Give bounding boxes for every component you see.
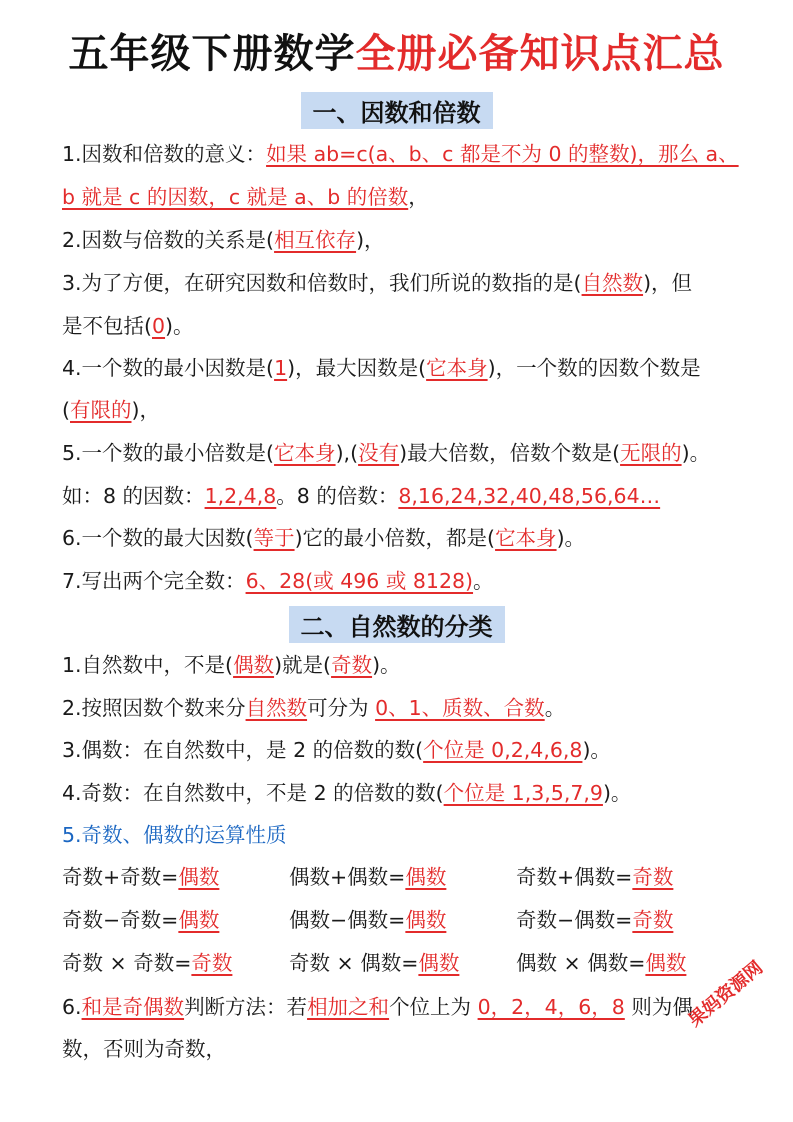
rule-expression: 奇数 × 偶数= xyxy=(289,951,419,975)
line-text: 5.一个数的最小倍数是( xyxy=(62,441,275,465)
title-red: 全册必备知识点汇总 xyxy=(355,31,725,77)
rule-result: 奇数 xyxy=(632,865,674,889)
text-line xyxy=(62,438,742,468)
line-text: 数，否则为奇数， xyxy=(62,1037,226,1061)
text-line xyxy=(62,481,742,511)
answer-text: 相互依存 xyxy=(274,228,357,252)
text-line xyxy=(62,523,742,553)
section-heading-factors: 一、因数和倍数 xyxy=(0,92,793,129)
text-line xyxy=(62,992,742,1022)
line-text: 7.写出两个完全数： xyxy=(62,569,246,593)
line-text: 3.偶数：在自然数中，是 2 的倍数的数( xyxy=(62,738,424,762)
watermark: 果妈资源网 xyxy=(684,957,768,1032)
rule-cell xyxy=(289,862,446,892)
line-text: 3.为了方便，在研究因数和倍数时，我们所说的数指的是( xyxy=(62,271,582,295)
rule-result: 奇数 xyxy=(632,908,674,932)
line-text: )。 xyxy=(602,781,632,805)
page-title xyxy=(0,22,793,79)
rule-cell xyxy=(62,905,219,935)
line-text: 。8 的倍数： xyxy=(276,484,399,508)
rule-cell xyxy=(62,862,219,892)
answer-text: 无限的 xyxy=(620,441,682,465)
answer-text: 等于 xyxy=(253,526,295,550)
section-heading-natural-numbers: 二、自然数的分类 xyxy=(0,606,793,643)
answer-text: 如果 ab=c(a、b、c 都是不为 0 的整数)，那么 a、 xyxy=(266,142,739,166)
line-text: ， xyxy=(408,185,429,209)
text-line xyxy=(62,139,742,169)
line-text: 则为偶 xyxy=(624,995,693,1019)
text-line xyxy=(62,311,742,341)
answer-text: 有限的 xyxy=(70,398,132,422)
answer-text: 0、1、质数、合数 xyxy=(375,696,545,720)
answer-text: 自然数 xyxy=(245,696,308,720)
text-line xyxy=(62,778,742,808)
text-line xyxy=(62,1034,742,1064)
text-line xyxy=(62,566,742,596)
answer-text: 它本身 xyxy=(274,441,336,465)
line-text: 4.奇数：在自然数中，不是 2 的倍数的数( xyxy=(62,781,444,805)
text-line xyxy=(62,182,742,212)
line-text: 2.因数与倍数的关系是( xyxy=(62,228,275,252)
rule-expression: 奇数−偶数= xyxy=(516,908,633,932)
rule-result: 偶数 xyxy=(405,865,447,889)
answer-text: 个位是 0,2,4,6,8 xyxy=(423,738,583,762)
answer-text: 它本身 xyxy=(495,526,557,550)
line-text: 2.按照因数个数来分 xyxy=(62,696,246,720)
answer-text: 个位是 1,3,5,7,9 xyxy=(443,781,603,805)
line-text: )。 xyxy=(681,441,711,465)
line-text: 6. xyxy=(62,995,82,1019)
line-text: ),( xyxy=(335,441,359,465)
line-text: 可分为 xyxy=(307,696,376,720)
line-text: 1.因数和倍数的意义： xyxy=(62,142,267,166)
rule-cell xyxy=(516,948,686,978)
rule-cell xyxy=(289,905,446,935)
line-text: 1.自然数中，不是( xyxy=(62,653,234,677)
subheading-odd-even-rules: 5.奇数、偶数的运算性质 xyxy=(62,823,287,847)
answer-text: 1,2,4,8 xyxy=(204,484,277,508)
line-text: 判断方法：若 xyxy=(184,995,308,1019)
rule-expression: 偶数+偶数= xyxy=(289,865,406,889)
line-text: 是不包括( xyxy=(62,314,152,338)
answer-text: 和是奇偶数 xyxy=(81,995,185,1019)
answer-text: 0 xyxy=(152,314,166,338)
answer-text: 偶数 xyxy=(233,653,275,677)
line-text: 。 xyxy=(544,696,566,720)
answer-text: 自然数 xyxy=(581,271,644,295)
answer-text: 奇数 xyxy=(331,653,373,677)
line-text: 个位上为 xyxy=(389,995,478,1019)
line-text: )， xyxy=(356,228,385,252)
rule-result: 偶数 xyxy=(645,951,687,975)
rule-result: 偶数 xyxy=(178,908,220,932)
rule-expression: 偶数 × 偶数= xyxy=(516,951,646,975)
rule-result: 偶数 xyxy=(178,865,220,889)
line-text: 。 xyxy=(473,569,494,593)
line-text: 4.一个数的最小因数是( xyxy=(62,356,275,380)
line-text: )。 xyxy=(582,738,611,762)
rule-expression: 奇数 × 奇数= xyxy=(62,951,192,975)
line-text: )它的最小倍数，都是( xyxy=(294,526,496,550)
line-text: )， xyxy=(131,398,160,422)
rule-cell xyxy=(62,948,232,978)
answer-text: b 就是 c 的因数，c 就是 a、b 的倍数 xyxy=(62,185,409,209)
text-line xyxy=(62,735,742,765)
line-text: )。 xyxy=(372,653,401,677)
line-text: )。 xyxy=(556,526,586,550)
answer-text: 0，2，4，6，8 xyxy=(477,995,625,1019)
line-text: )。 xyxy=(165,314,194,338)
answer-text: 8,16,24,32,40,48,56,64… xyxy=(398,484,661,508)
rule-result: 偶数 xyxy=(405,908,447,932)
rule-cell xyxy=(516,905,673,935)
text-line xyxy=(62,395,742,425)
text-line xyxy=(62,693,742,723)
rule-expression: 奇数+奇数= xyxy=(62,865,179,889)
answer-text: 1 xyxy=(274,356,288,380)
answer-text: 相加之和 xyxy=(307,995,390,1019)
line-text: )，最大因数是( xyxy=(287,356,427,380)
text-line xyxy=(62,353,742,383)
rule-expression: 奇数−奇数= xyxy=(62,908,179,932)
text-line xyxy=(62,268,742,298)
line-text: 6.一个数的最大因数( xyxy=(62,526,254,550)
answer-text: 6、28(或 496 或 8128) xyxy=(245,569,474,593)
line-text: 如：8 的因数： xyxy=(62,484,205,508)
line-text: ( xyxy=(62,398,70,422)
rule-expression: 偶数−偶数= xyxy=(289,908,406,932)
text-line xyxy=(62,225,742,255)
text-line xyxy=(62,650,742,680)
line-text: )，一个数的因数个数是 xyxy=(487,356,701,380)
line-text: )就是( xyxy=(274,653,332,677)
rule-result: 偶数 xyxy=(418,951,460,975)
rule-cell xyxy=(516,862,673,892)
rule-cell xyxy=(289,948,459,978)
title-black: 五年级下册数学 xyxy=(68,31,356,77)
rule-expression: 奇数+偶数= xyxy=(516,865,633,889)
answer-text: 它本身 xyxy=(426,356,488,380)
answer-text: 没有 xyxy=(358,441,400,465)
line-text: )最大倍数，倍数个数是( xyxy=(399,441,621,465)
rule-result: 奇数 xyxy=(191,951,233,975)
line-text: )，但 xyxy=(643,271,693,295)
